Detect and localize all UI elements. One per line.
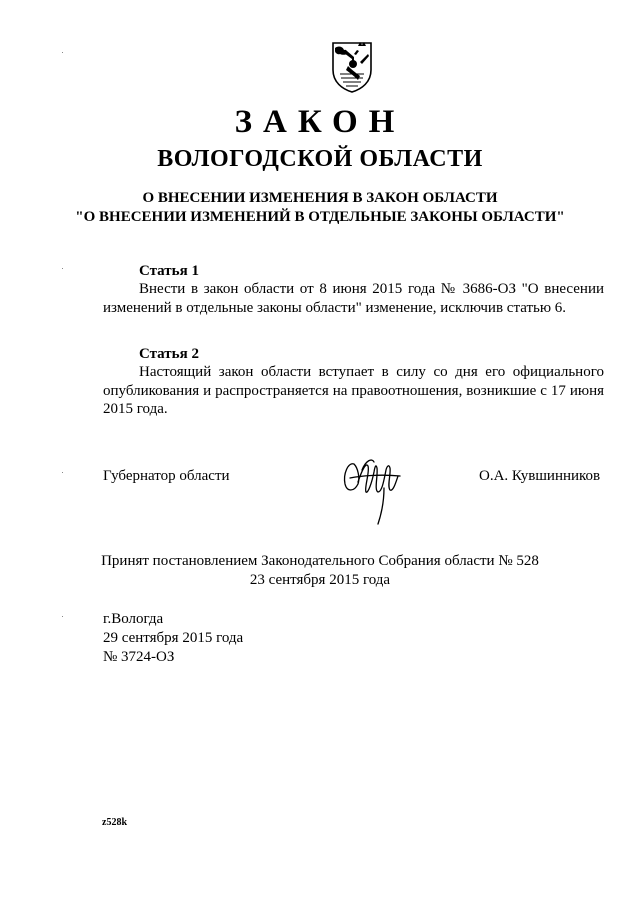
scan-speck: [62, 268, 63, 269]
document-code: z528k: [102, 817, 127, 828]
law-title: ЗАКОН: [234, 104, 406, 140]
article-paragraph: Настоящий закон области вступает в силу со дня его официального опубликования и распространяется на правоотношения, возникшие с 17 июня 2015 года.: [103, 364, 604, 417]
vologda-coat-of-arms-icon: [330, 40, 374, 94]
adoption-line: Принят постановлением Законодательного Собрания области № 528: [101, 553, 539, 569]
subtitle-line: О ВНЕСЕНИИ ИЗМЕНЕНИЯ В ЗАКОН ОБЛАСТИ: [142, 190, 498, 206]
article-heading: Статья 1: [139, 263, 199, 279]
signatory-position: Губернатор области: [103, 468, 230, 484]
article-text: [103, 363, 604, 419]
adoption-date: 23 сентября 2015 года: [249, 572, 391, 588]
scan-speck: [62, 472, 63, 473]
scan-speck: [62, 52, 63, 53]
signatory-name: О.А. Кувшинников: [479, 468, 601, 484]
footer-date: 29 сентября 2015 года: [103, 630, 244, 646]
subtitle-line: "О ВНЕСЕНИИ ИЗМЕНЕНИЙ В ОТДЕЛЬНЫЕ ЗАКОНЫ ОБЛАСТИ": [75, 209, 565, 225]
footer-number: № 3724-ОЗ: [103, 649, 175, 665]
article-text: [103, 280, 604, 317]
footer-city: г.Вологда: [103, 611, 164, 627]
scan-speck: [62, 616, 63, 617]
handwritten-signature-icon: [340, 452, 406, 530]
article-paragraph: Внести в закон области от 8 июня 2015 года № 3686-ОЗ "О внесении изменений в отдельные законы области" изменение, исключив статью 6.: [103, 281, 604, 316]
region-title: ВОЛОГОДСКОЙ ОБЛАСТИ: [157, 146, 483, 172]
law-subtitle: [0, 189, 640, 227]
adoption-note: [0, 552, 640, 590]
article-heading: Статья 2: [139, 346, 199, 362]
document-footer: [103, 610, 243, 667]
